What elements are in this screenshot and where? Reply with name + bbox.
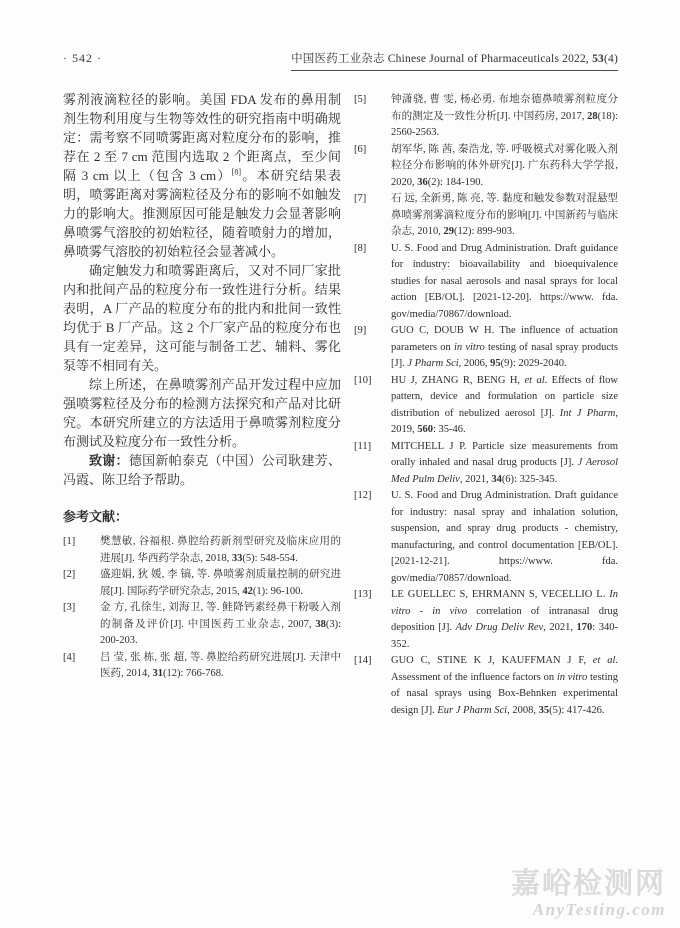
- reference-text: 胡军华, 陈 茜, 秦浩龙, 等. 呼吸模式对雾化吸入剂粒径分布影响的体外研究[J]. 广东药科大学学报, 2020, 36(2): 184-190.: [391, 143, 618, 188]
- reference-number: [13]: [354, 589, 372, 600]
- reference-text: HU J, ZHANG R, BENG H, et al. Effects of flow pattern, device and formulation on particle size distribution of nebulized aerosol [J]. Int J Pharm, 2019, 560: 35-46.: [391, 374, 618, 435]
- reference-number: [3]: [63, 602, 76, 613]
- reference-number: [10]: [354, 374, 372, 386]
- references-list-right: [354, 92, 618, 719]
- reference-item: [63, 600, 341, 650]
- reference-item: [354, 191, 618, 241]
- reference-text: 金 方, 孔徐生, 刘海卫, 等. 鲑降钙素经鼻干粉吸入剂的制备及评价[J]. 中国医药工业杂志, 2007, 38(3): 200-203.: [100, 602, 341, 646]
- reference-number: [11]: [354, 440, 372, 452]
- acknowledgement-label: 致谢：: [89, 453, 129, 468]
- paragraph: 综上所述，在鼻喷雾剂产品开发过程中应加强喷雾粒径及分布的检测方法探究和产品对比研究。本研究所建立的方法适用于鼻喷雾剂粒度分布测试及粒度分布一致性分析。: [63, 377, 341, 449]
- left-column: [63, 90, 341, 719]
- journal-title: 中国医药工业杂志 Chinese Journal of Pharmaceuticals 2022, 53(4): [291, 50, 618, 71]
- reference-item: [354, 142, 618, 192]
- reference-item: [354, 241, 618, 324]
- reference-text: 钟潇骁, 曹 雯, 杨必勇. 布地奈德鼻喷雾剂粒度分布的测定及一致性分析[J]. 中国药房, 2017, 28(18): 2560-2563.: [391, 94, 618, 138]
- reference-item: [354, 439, 618, 489]
- reference-number: [1]: [63, 536, 76, 547]
- reference-text: MITCHELL J P. Particle size measurements from orally inhaled and nasal drug products [J]. J Aerosol Med Pulm Deliv, 2021, 34(6): 325-345.: [391, 440, 618, 485]
- reference-number: [8]: [354, 242, 367, 254]
- content-columns: [63, 90, 618, 719]
- watermark: [510, 866, 666, 919]
- reference-text: 吕 莹, 张 栋, 张 超, 等. 鼻腔给药研究进展[J]. 天津中医药, 2014, 31(12): 766-768.: [100, 651, 341, 679]
- reference-text: U. S. Food and Drug Administration. Draft guidance for industry: bioavailability and bioequivalence studies for nasal aerosols and nasal sprays for local action [EB/OL]. [2021-12-20]. https://www. fda. gov/media/70867/download.: [391, 242, 618, 320]
- reference-number: [6]: [354, 143, 367, 155]
- reference-item: [354, 587, 618, 653]
- watermark-site-name: 嘉峪检测网: [510, 866, 666, 900]
- reference-number: [9]: [354, 325, 367, 336]
- reference-number: [7]: [354, 193, 367, 204]
- watermark-domain: AnyTesting.com: [532, 900, 666, 919]
- references-list-left: [63, 534, 341, 683]
- paragraph: 雾剂液滴粒径的影响。美国 FDA 发布的鼻用制剂生物利用度与生物等效性的研究指南中明确规定：需考察不同喷雾距离对粒度分布的影响，推荐在 2 至 7 cm 范围内选取 2 个距离点，至少间隔 3 cm 以上（包含 3 cm）[8]。本研究结果表明，喷雾距离对雾滴粒径及分布的影响不如触发力的影响大。推测原因可能是触发力会显著影响鼻喷雾气溶胶的初始粒径，随着喷射力的增加，鼻喷雾气溶胶的初始粒径会显著减小。: [63, 92, 341, 259]
- reference-text: 盛迎娟, 狄 媛, 李 镐, 等. 鼻喷雾剂质量控制的研究进展[J]. 国际药学研究杂志, 2015, 42(1): 96-100.: [100, 569, 341, 597]
- reference-text: 樊慧敏, 谷福根. 鼻腔给药新剂型研究及临床应用的进展[J]. 华西药学杂志, 2018, 33(5): 548-554.: [100, 536, 341, 564]
- reference-text: 石 远, 全新勇, 陈 亮, 等. 黏度和触发参数对混悬型鼻喷雾剂雾滴粒度分布的影响[J]. 中国新药与临床杂志, 2010, 29(12): 899-903.: [391, 193, 618, 237]
- reference-text: LE GUELLEC S, EHRMANN S, VECELLIO L. In vitro - in vivo correlation of intranasal drug deposition [J]. Adv Drug Deliv Rev, 2021, 170: 340-352.: [391, 589, 619, 650]
- references-heading: 参考文献：: [63, 509, 129, 524]
- reference-number: [4]: [63, 651, 76, 663]
- reference-item: [354, 92, 618, 142]
- acknowledgement-text: 德国新帕泰克（中国）公司耿建芳、冯霞、陈卫给予帮助。: [63, 453, 341, 487]
- reference-text: U. S. Food and Drug Administration. Draft guidance for industry: nasal spray and inhalation solution, suspension, and spray drug products - chemistry, manufacturing, and control documentation [EB/OL]. [2021-12-21]. https://www. fda. gov/media/70857/download.: [391, 490, 618, 584]
- reference-item: [63, 650, 341, 683]
- page-header: [63, 50, 618, 71]
- reference-number: [2]: [63, 569, 76, 580]
- reference-item: [354, 488, 618, 587]
- right-column: [354, 90, 618, 719]
- reference-item: [63, 534, 341, 567]
- reference-number: [14]: [354, 655, 372, 666]
- reference-text: GUO C, DOUB W H. The influence of actuation parameters on in vitro testing of nasal spray products [J]. J Pharm Sci, 2006, 95(9): 2029-2040.: [391, 325, 618, 369]
- body-paragraphs: [63, 90, 341, 451]
- reference-number: [12]: [354, 490, 372, 501]
- reference-text: GUO C, STINE K J, KAUFFMAN J F, et al. Assessment of the influence factors on in vitro testing of nasal sprays using Box-Behnken experimental design [J]. Eur J Pharm Sci, 2008, 35(5): 417-426.: [391, 655, 618, 716]
- reference-item: [63, 567, 341, 600]
- reference-item: [354, 373, 618, 439]
- paragraph: 确定触发力和喷雾距离后，又对不同厂家批内和批间产品的粒度分布一致性进行分析。结果表明，A 厂产品的粒度分布的批内和批间一致性均优于 B 厂产品。这 2 个厂家产品的粒度分布也具有一定差异，这可能与制备工艺、辅料、雾化泵等不相同有关。: [63, 263, 341, 373]
- reference-number: [5]: [354, 94, 367, 105]
- page-number: · 542 ·: [63, 51, 102, 65]
- acknowledgement: [63, 451, 341, 489]
- reference-item: [354, 653, 618, 719]
- reference-item: [354, 323, 618, 373]
